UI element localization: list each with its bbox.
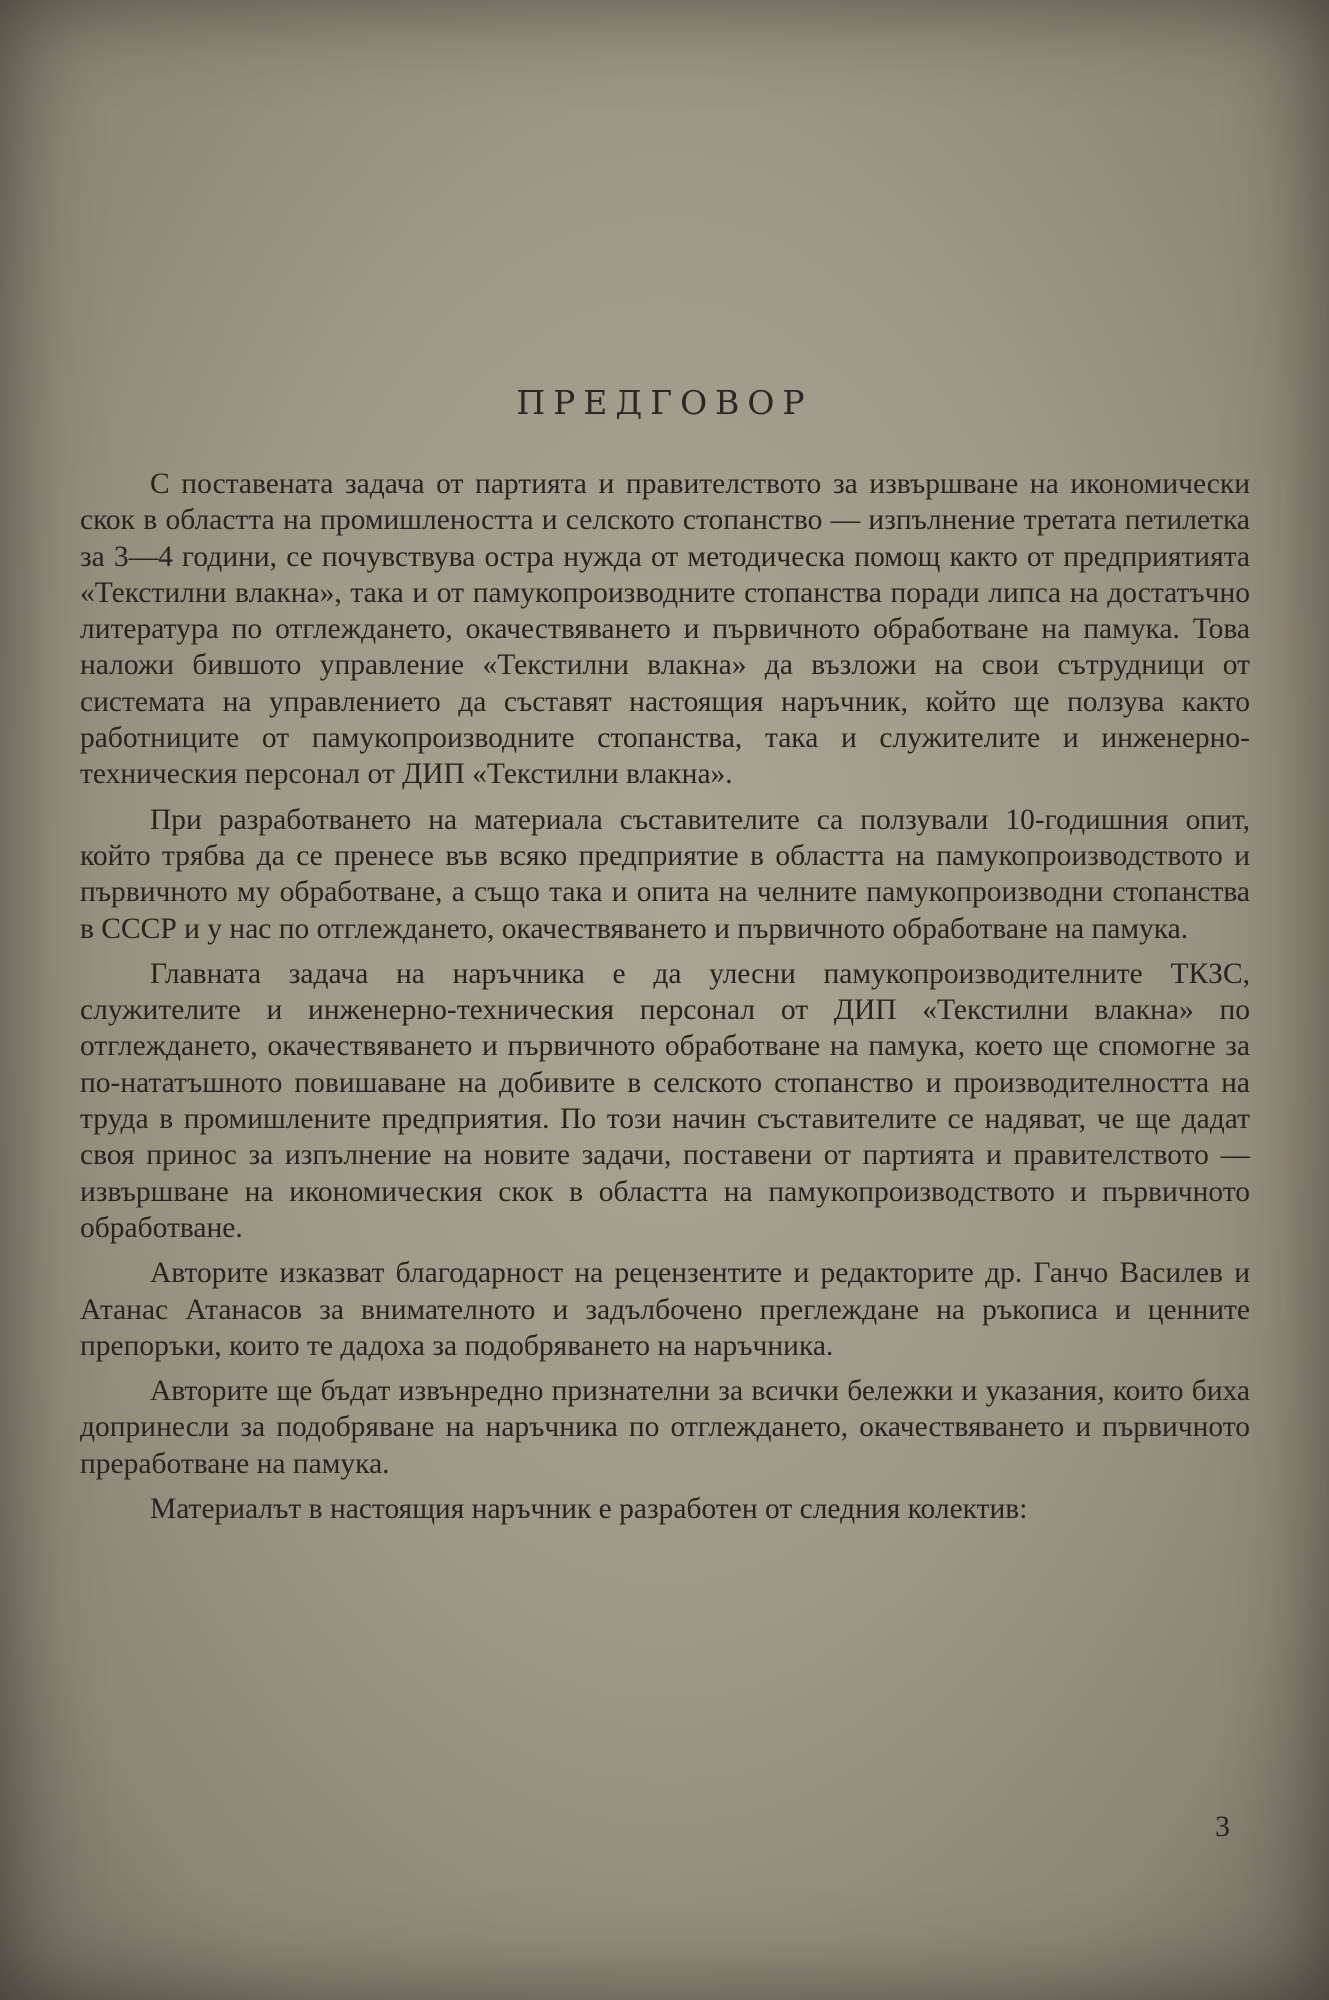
page-title: ПРЕДГОВОР: [516, 383, 813, 422]
paragraph-3: Главната задача на наръчника е да улесни памукопроизводителните ТКЗС, служителите и инженерно-техническия персонал от ДИП «Текстилни влакна» по отглеждането, окачествяването и първичното обработване на памука, което ще спомогне за по-нататъшното повишаване на добивите в селското стопанство и производителността на труда в промишлените предприятия. По този начин съставителите се надяват, че ще дадат своя принос за изпълнение на новите задачи, поставени от партията и правителството — извършване на икономическия скок в областта на памукопроизводството и първичното обработване.: [80, 957, 1250, 1244]
body-text: [80, 466, 1250, 1536]
paragraph-1: С поставената задача от партията и правителството за извършване на икономически скок в областта на промишлеността и селското стопанство — изпълнение третата петилетка за 3—4 години, се почувствува остра нужда от методическа помощ както от предприятията «Текстилни влакна», така и от памукопроизводните стопанства поради липса на достатъчно литература по отглеждането, окачествяването и първичното обработване на памука. Това наложи бившото управление «Текстилни влакна» да възложи на свои сътрудници от системата на управлението да съставят настоящия наръчник, който ще ползува както работниците от памукопроизводните стопанства, така и служителите и инженерно-техническия персонал от ДИП «Текстилни влакна».: [80, 468, 1250, 791]
paragraph-2: При разработването на материала съставителите са ползували 10-годишния опит, който трябва да се пренесе във всяко предприятие в областта на памукопроизводството и първичното му обработване, а също така и опита на челните памукопроизводни стопанства в СССР и у нас по отглеждането, окачествяването и първичното обработване на памука.: [80, 803, 1250, 945]
page-number: 3: [1215, 1810, 1230, 1843]
paragraph-4: Авторите изказват благодарност на рецензентите и редакторите др. Ганчо Василев и Атанас Атанасов за внимателното и задълбочено преглеждане на ръкописа и ценните препоръки, които те дадоха за подобряването на наръчника.: [80, 1257, 1250, 1362]
paragraph-6: Материалът в настоящия наръчник е разработен от следния колектив:: [150, 1493, 1028, 1526]
paragraph-5: Авторите ще бъдат извънредно признателни за всички бележки и указания, които биха допринесли за подобряване на наръчника по отглеждането, окачествяването и първичното преработване на памука.: [80, 1375, 1250, 1480]
